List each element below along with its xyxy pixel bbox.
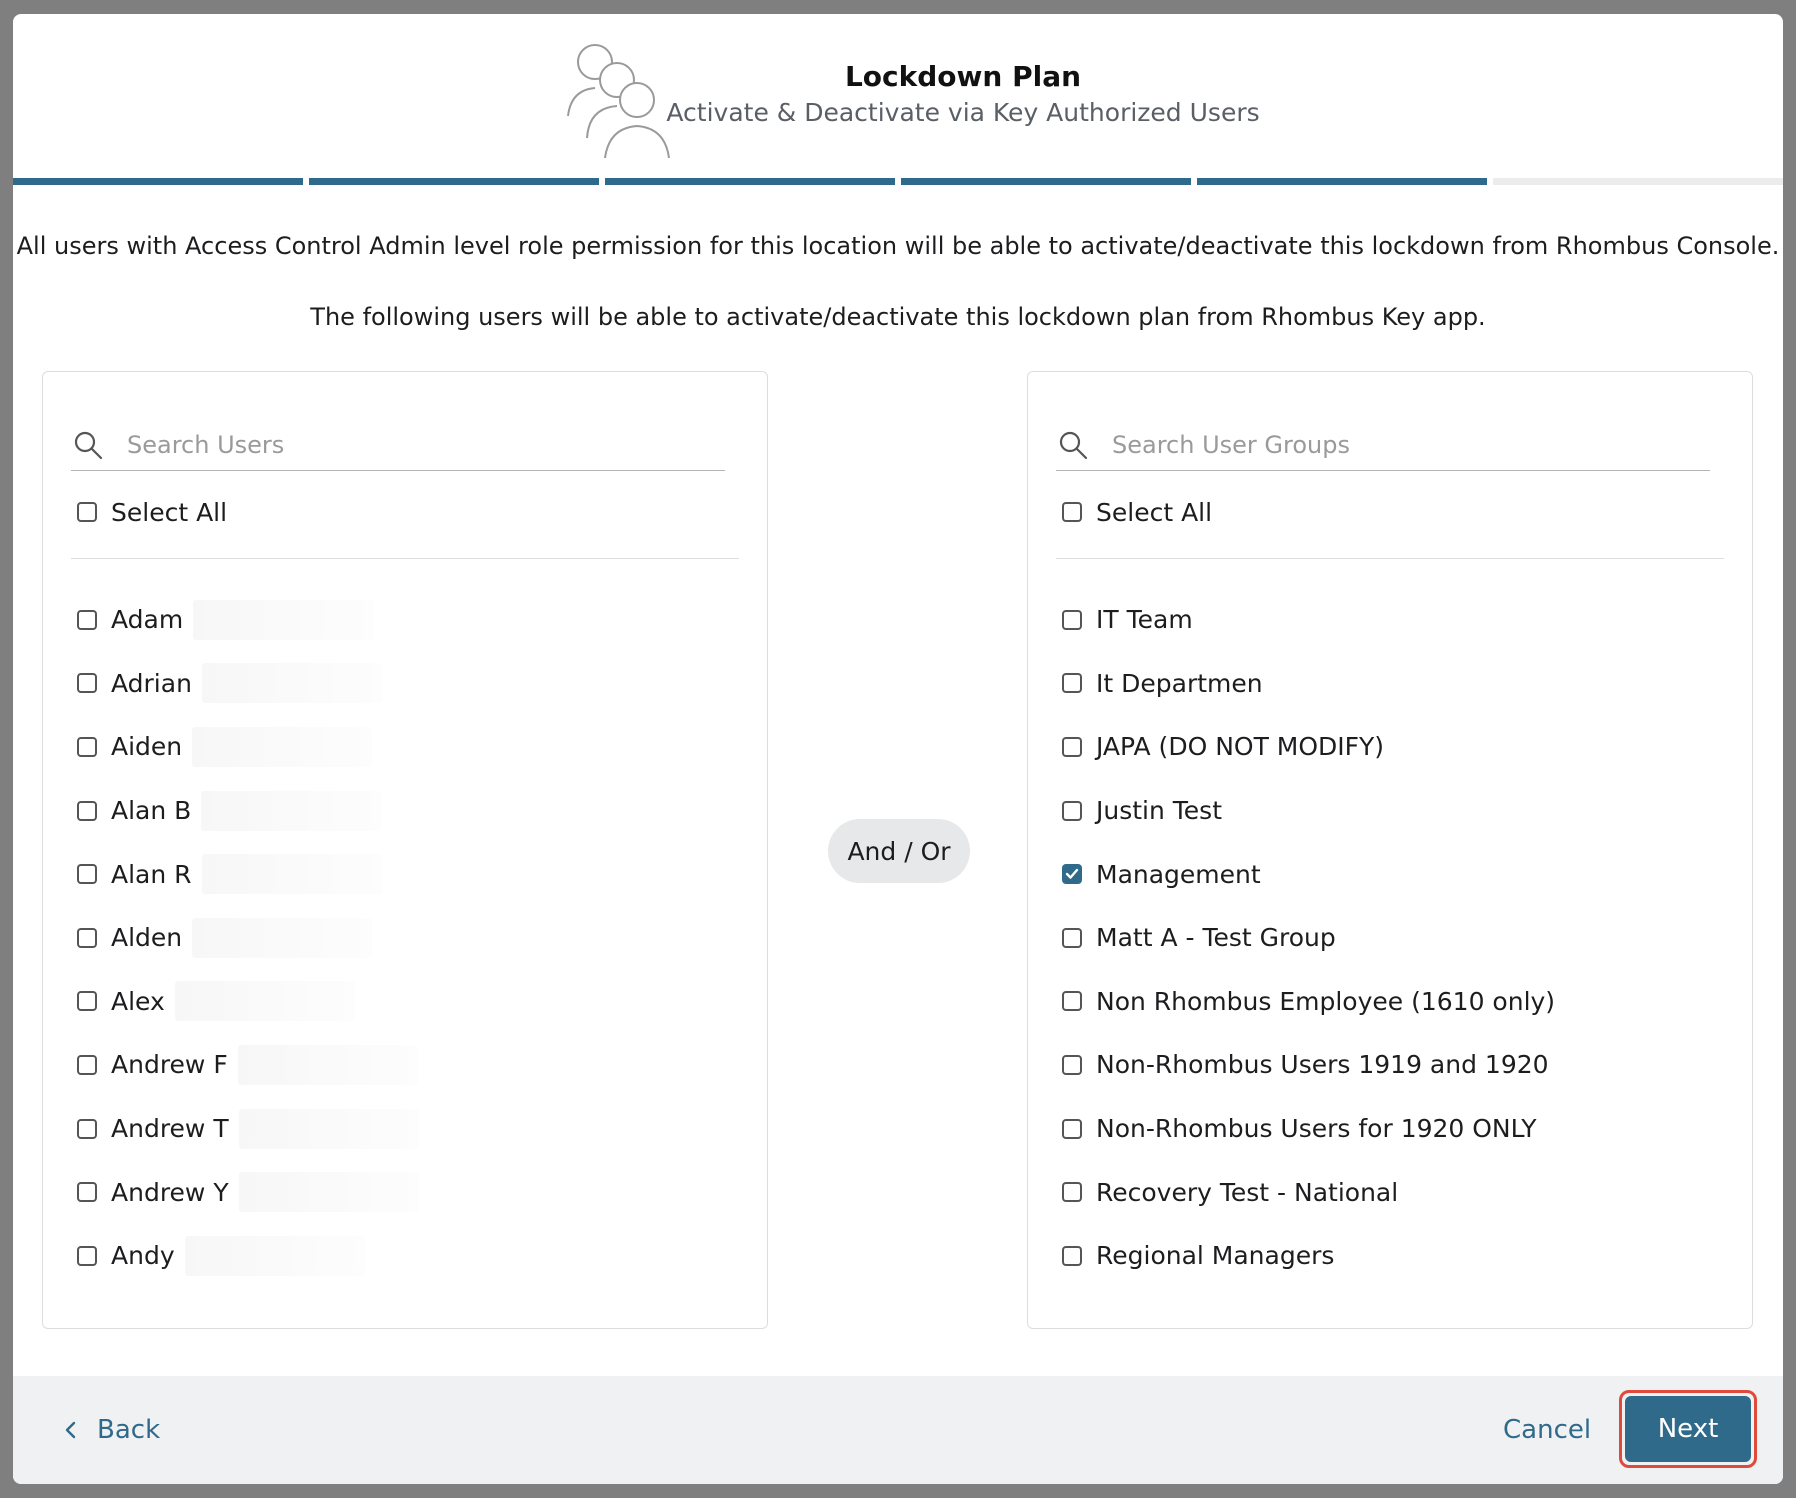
list-item-label: It Departmen bbox=[1096, 668, 1263, 698]
redacted-surname bbox=[202, 854, 382, 894]
list-item[interactable] bbox=[1062, 715, 1722, 779]
users-list bbox=[77, 588, 737, 1288]
checkbox[interactable] bbox=[77, 1182, 97, 1202]
list-item-label: Andy bbox=[111, 1241, 175, 1271]
checkbox[interactable] bbox=[1062, 801, 1082, 821]
checkbox[interactable] bbox=[77, 928, 97, 948]
list-item-label: Management bbox=[1096, 859, 1261, 889]
list-item[interactable] bbox=[77, 970, 737, 1034]
back-button-label: Back bbox=[97, 1415, 161, 1445]
search-icon bbox=[1058, 430, 1088, 460]
list-item[interactable] bbox=[1062, 1097, 1722, 1161]
list-item[interactable] bbox=[1062, 906, 1722, 970]
and-or-connector: And / Or bbox=[828, 819, 970, 883]
checkbox[interactable] bbox=[1062, 1119, 1082, 1139]
search-user-groups-input[interactable] bbox=[1110, 430, 1674, 460]
list-item-label: Regional Managers bbox=[1096, 1241, 1335, 1271]
checkbox[interactable] bbox=[1062, 1182, 1082, 1202]
search-users-input[interactable] bbox=[125, 430, 689, 460]
redacted-surname bbox=[192, 918, 372, 958]
checkbox[interactable] bbox=[77, 1119, 97, 1139]
dialog-header bbox=[13, 14, 1783, 180]
lockdown-plan-dialog bbox=[13, 14, 1783, 1484]
list-item-label: Non Rhombus Employee (1610 only) bbox=[1096, 986, 1556, 1016]
list-item-label: Alex bbox=[111, 986, 165, 1016]
list-item-label: Adrian bbox=[111, 668, 192, 698]
progress-step-3 bbox=[605, 178, 895, 185]
check-icon bbox=[1065, 868, 1079, 880]
list-item[interactable] bbox=[1062, 970, 1722, 1034]
list-item[interactable] bbox=[77, 906, 737, 970]
list-item[interactable] bbox=[77, 1097, 737, 1161]
checkbox[interactable] bbox=[77, 610, 97, 630]
list-item[interactable] bbox=[1062, 1224, 1722, 1288]
dialog-subtitle: Activate & Deactivate via Key Authorized Users bbox=[666, 98, 1260, 127]
progress-step-6 bbox=[1493, 178, 1783, 185]
list-item-label: Alan B bbox=[111, 796, 192, 826]
progress-step-2 bbox=[309, 178, 599, 185]
list-item[interactable] bbox=[1062, 1033, 1722, 1097]
progress-step-5 bbox=[1197, 178, 1487, 185]
select-all-groups-checkbox[interactable] bbox=[1062, 502, 1082, 522]
list-item[interactable] bbox=[77, 779, 737, 843]
list-item-label: Justin Test bbox=[1096, 796, 1223, 826]
checkbox[interactable] bbox=[1062, 1246, 1082, 1266]
list-item[interactable] bbox=[77, 715, 737, 779]
search-icon bbox=[73, 430, 103, 460]
info-text-key-app: The following users will be able to activate/deactivate this lockdown plan from Rhombus Key app. bbox=[310, 303, 1486, 331]
dialog-title: Lockdown Plan bbox=[844, 60, 1082, 93]
select-all-groups[interactable] bbox=[1062, 490, 1212, 534]
list-item-label: Aiden bbox=[111, 732, 183, 762]
list-item[interactable] bbox=[77, 652, 737, 716]
list-item[interactable] bbox=[1062, 842, 1722, 906]
divider bbox=[1056, 558, 1724, 559]
select-all-users[interactable] bbox=[77, 490, 227, 534]
list-item-label: Matt A - Test Group bbox=[1096, 923, 1336, 953]
checkbox[interactable] bbox=[1062, 1055, 1082, 1075]
checkbox[interactable] bbox=[1062, 673, 1082, 693]
list-item-label: Adam bbox=[111, 605, 184, 635]
progress-step-4 bbox=[901, 178, 1191, 185]
list-item-label: Recovery Test - National bbox=[1096, 1177, 1399, 1207]
list-item-label: Alden bbox=[111, 923, 183, 953]
divider bbox=[71, 558, 739, 559]
list-item[interactable] bbox=[77, 1160, 737, 1224]
list-item[interactable] bbox=[1062, 1160, 1722, 1224]
list-item[interactable] bbox=[77, 842, 737, 906]
search-users-field bbox=[71, 420, 725, 471]
checkbox[interactable] bbox=[77, 1055, 97, 1075]
list-item-label: Alan R bbox=[111, 859, 192, 889]
redacted-surname bbox=[238, 1045, 418, 1085]
list-item[interactable] bbox=[1062, 588, 1722, 652]
list-item-label: IT Team bbox=[1096, 605, 1193, 635]
select-all-users-label: Select All bbox=[111, 497, 228, 527]
list-item[interactable] bbox=[1062, 652, 1722, 716]
redacted-surname bbox=[202, 663, 382, 703]
checkbox[interactable] bbox=[77, 801, 97, 821]
list-item-label: Andrew Y bbox=[111, 1177, 229, 1207]
select-all-users-checkbox[interactable] bbox=[77, 502, 97, 522]
checkbox[interactable] bbox=[1062, 610, 1082, 630]
checkbox[interactable] bbox=[1062, 991, 1082, 1011]
dialog-footer bbox=[13, 1376, 1783, 1484]
checkbox[interactable] bbox=[77, 673, 97, 693]
info-text-console: All users with Access Control Admin level role permission for this location will be able to activate/deactivate this lockdown from Rhombus Console. bbox=[16, 232, 1780, 260]
checkbox[interactable] bbox=[1062, 928, 1082, 948]
users-panel bbox=[42, 371, 768, 1329]
list-item[interactable] bbox=[77, 588, 737, 652]
checkbox-checked[interactable] bbox=[1062, 864, 1082, 884]
user-groups-panel bbox=[1027, 371, 1753, 1329]
list-item[interactable] bbox=[1062, 779, 1722, 843]
chevron-left-icon bbox=[63, 1420, 79, 1440]
search-user-groups-field bbox=[1056, 420, 1710, 471]
list-item-label: Non-Rhombus Users for 1920 ONLY bbox=[1096, 1114, 1537, 1144]
checkbox[interactable] bbox=[77, 737, 97, 757]
step-progress-bar bbox=[13, 178, 1783, 185]
list-item[interactable] bbox=[77, 1033, 737, 1097]
checkbox[interactable] bbox=[77, 1246, 97, 1266]
list-item-label: Andrew F bbox=[111, 1050, 228, 1080]
checkbox[interactable] bbox=[77, 864, 97, 884]
next-button[interactable]: Next bbox=[1625, 1396, 1751, 1462]
back-button[interactable] bbox=[63, 1410, 160, 1450]
redacted-surname bbox=[192, 727, 372, 767]
list-item-label: JAPA (DO NOT MODIFY) bbox=[1096, 732, 1385, 762]
redacted-surname bbox=[239, 1109, 419, 1149]
progress-step-1 bbox=[13, 178, 303, 185]
redacted-surname bbox=[239, 1172, 419, 1212]
checkbox[interactable] bbox=[1062, 737, 1082, 757]
redacted-surname bbox=[201, 791, 381, 831]
user-groups-list bbox=[1062, 588, 1722, 1288]
redacted-surname bbox=[175, 981, 355, 1021]
list-item-label: Non-Rhombus Users 1919 and 1920 bbox=[1096, 1050, 1549, 1080]
redacted-surname bbox=[193, 600, 373, 640]
cancel-button[interactable]: Cancel bbox=[1503, 1415, 1592, 1445]
redacted-surname bbox=[185, 1236, 365, 1276]
select-all-groups-label: Select All bbox=[1096, 497, 1213, 527]
list-item-label: Andrew T bbox=[111, 1114, 229, 1144]
checkbox[interactable] bbox=[77, 991, 97, 1011]
list-item[interactable] bbox=[77, 1224, 737, 1288]
